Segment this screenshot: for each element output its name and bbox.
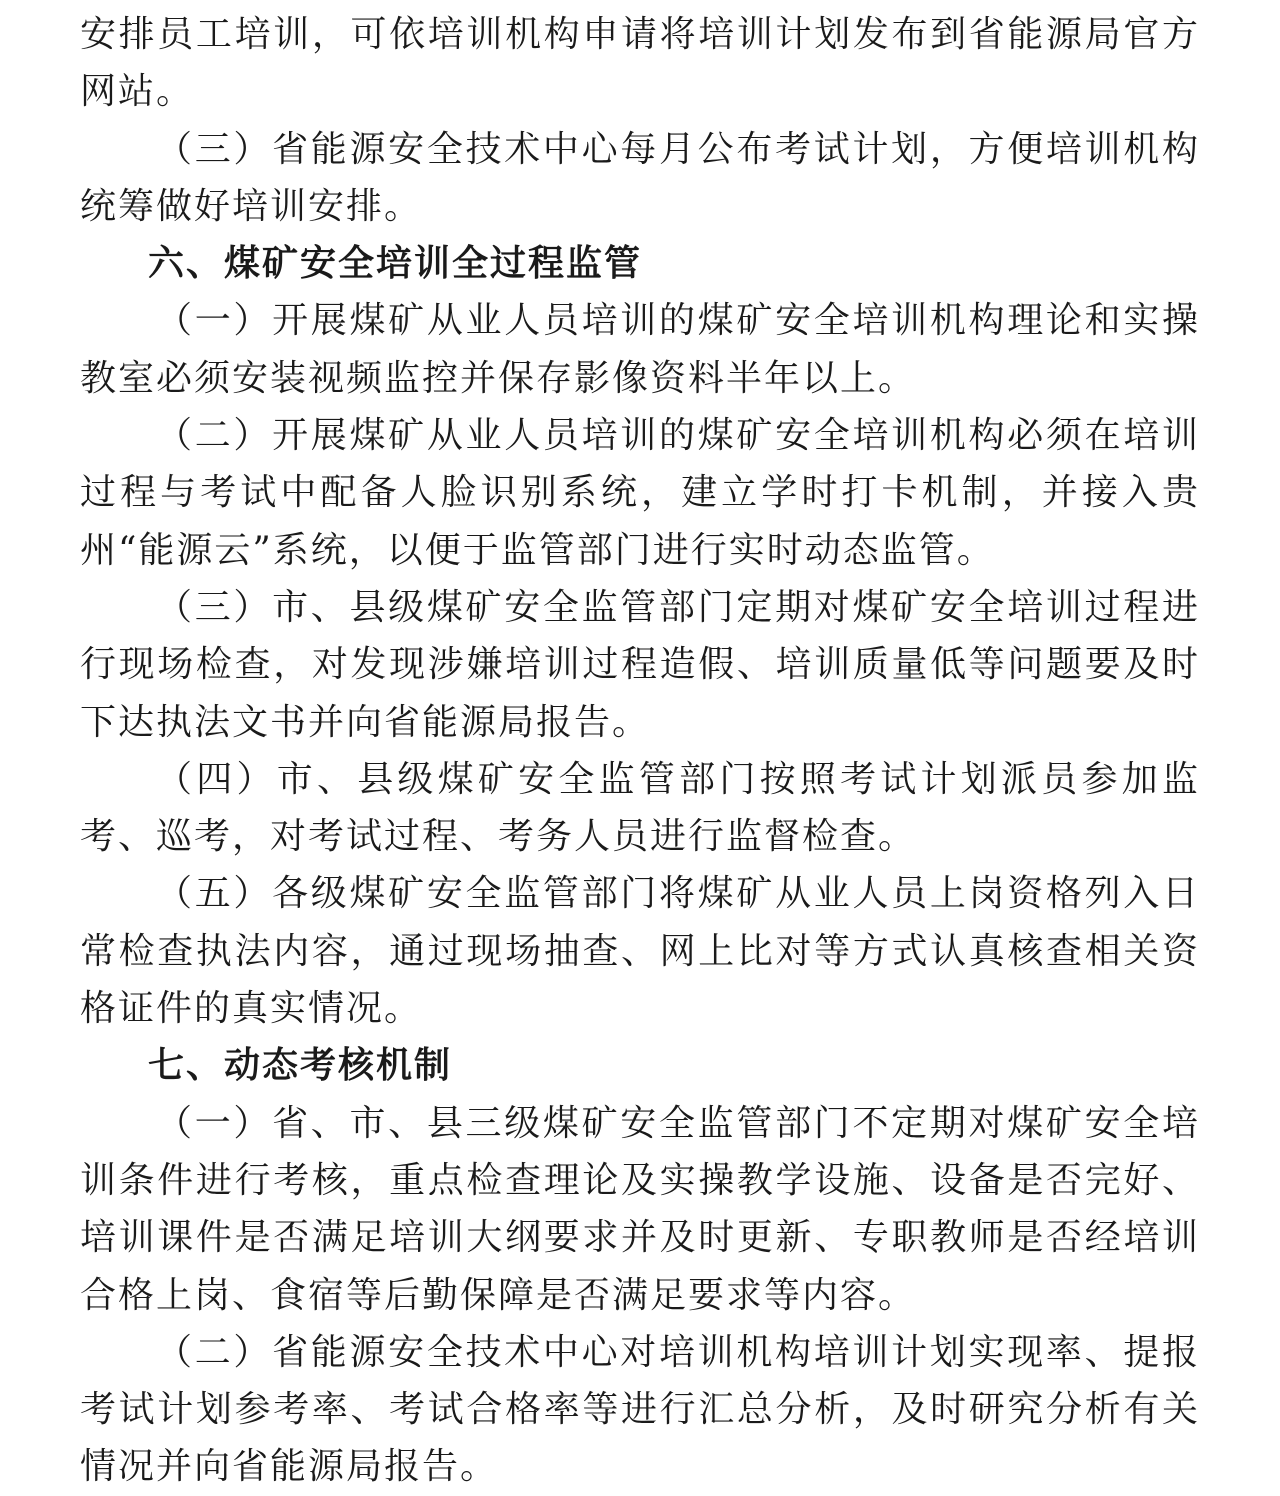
document-body bbox=[80, 6, 1200, 1496]
paragraph-7-2: （二）省能源安全技术中心对培训机构培训计划实现率、提报考试计划参考率、考试合格率等进行汇总分析，及时研究分析有关情况并向省能源局报告。 bbox=[80, 1331, 1200, 1488]
paragraph-6-2: （二）开展煤矿从业人员培训的煤矿安全培训机构必须在培训过程与考试中配备人脸识别系统，建立学时打卡机制，并接入贵州“能源云”系统，以便于监管部门进行实时动态监管。 bbox=[80, 415, 1200, 571]
paragraph-6-3: （三）市、县级煤矿安全监管部门定期对煤矿安全培训过程进行现场检查，对发现涉嫌培训过程造假、培训质量低等问题要及时下达执法文书并向省能源局报告。 bbox=[80, 586, 1200, 743]
paragraph-6-4: （四）市、县级煤矿安全监管部门按照考试计划派员参加监考、巡考，对考试过程、考务人员进行监督检查。 bbox=[80, 758, 1200, 858]
paragraph-6-5: （五）各级煤矿安全监管部门将煤矿从业人员上岗资格列入日常检查执法内容，通过现场抽查、网上比对等方式认真核查相关资格证件的真实情况。 bbox=[80, 873, 1200, 1030]
paragraph-continued: 安排员工培训，可依培训机构申请将培训计划发布到省能源局官方网站。 bbox=[80, 14, 1200, 113]
paragraph-6-1: （一）开展煤矿从业人员培训的煤矿安全培训机构理论和实操教室必须安装视频监控并保存影像资料半年以上。 bbox=[80, 300, 1200, 399]
section-heading-6: 六、煤矿安全培训全过程监管 bbox=[148, 243, 643, 285]
paragraph-7-1: （一）省、市、县三级煤矿安全监管部门不定期对煤矿安全培训条件进行考核，重点检查理论及实操教学设施、设备是否完好、培训课件是否满足培训大纲要求并及时更新、专职教师是否经培训合格上岗、食宿等后勤保障是否满足要求等内容。 bbox=[80, 1102, 1200, 1316]
paragraph-exam-plan: （三）省能源安全技术中心每月公布考试计划，方便培训机构统筹做好培训安排。 bbox=[80, 128, 1200, 227]
section-heading-7: 七、动态考核机制 bbox=[148, 1045, 453, 1087]
